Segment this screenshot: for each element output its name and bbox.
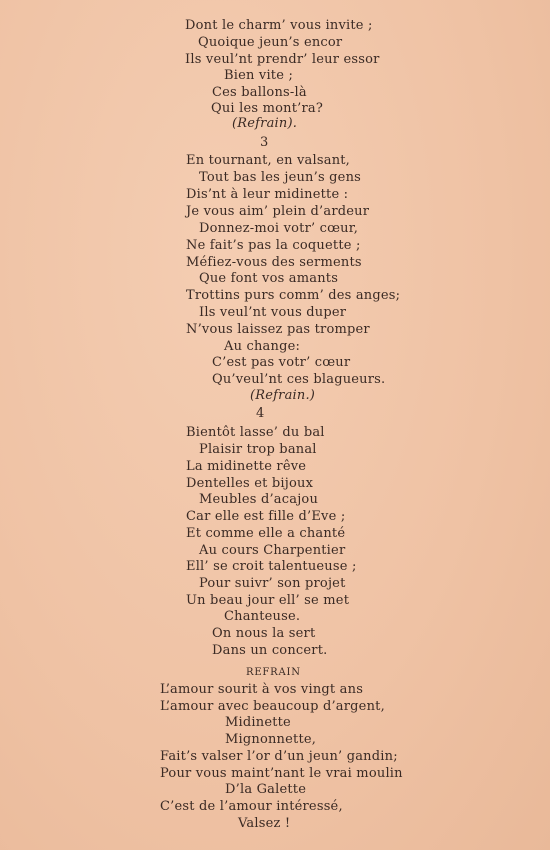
lyric-line: Car elle est fille d’Eve ; bbox=[186, 509, 346, 524]
lyric-line: Ils veul’nt vous duper bbox=[199, 305, 347, 320]
lyric-line: Au change: bbox=[224, 339, 301, 354]
lyric-line: Qui les mont’ra? bbox=[211, 101, 323, 116]
lyric-line: Bientôt lasse’ du bal bbox=[186, 425, 325, 440]
lyric-line: D’la Galette bbox=[225, 782, 307, 797]
lyric-line: La midinette rêve bbox=[186, 459, 307, 474]
lyric-line: En tournant, en valsant, bbox=[186, 153, 351, 168]
lyric-line: Qu’veul’nt ces blagueurs. bbox=[212, 372, 386, 387]
lyric-line: Trottins purs comm’ des anges; bbox=[186, 288, 401, 303]
lyric-line: Je vous aim’ plein d’ardeur bbox=[186, 204, 370, 219]
refrain-marker: (Refrain.) bbox=[250, 388, 316, 403]
lyric-line: Midinette bbox=[225, 715, 291, 730]
lyric-line: Valsez ! bbox=[238, 816, 291, 831]
lyric-line: Plaisir trop banal bbox=[199, 442, 317, 457]
lyric-line: Mignonnette, bbox=[225, 732, 317, 747]
lyric-line: Chanteuse. bbox=[224, 609, 301, 624]
lyric-line: Dans un concert. bbox=[212, 643, 328, 658]
refrain-marker: (Refrain). bbox=[232, 116, 298, 131]
lyric-line: C’est de l’amour intéressé, bbox=[160, 799, 343, 814]
refrain-heading: REFRAIN bbox=[246, 667, 301, 678]
lyric-line: Dont le charm’ vous invite ; bbox=[185, 18, 373, 33]
lyric-line: Un beau jour ell’ se met bbox=[186, 593, 350, 608]
lyric-line: Ne fait’s pas la coquette ; bbox=[186, 238, 361, 253]
lyric-line: Dis’nt à leur midinette : bbox=[186, 187, 349, 202]
lyric-line: On nous la sert bbox=[212, 626, 316, 641]
lyric-line: L’amour avec beaucoup d’argent, bbox=[160, 699, 385, 714]
lyric-line: L’amour sourit à vos vingt ans bbox=[160, 682, 364, 697]
lyric-line: Pour vous maint’nant le vrai moulin bbox=[160, 766, 403, 781]
lyric-line: Pour suivr’ son projet bbox=[199, 576, 346, 591]
lyric-line: Dentelles et bijoux bbox=[186, 476, 314, 491]
lyric-line: Méfiez-vous des serments bbox=[186, 255, 362, 270]
lyric-line: N’vous laissez pas tromper bbox=[186, 322, 370, 337]
lyric-line: Et comme elle a chanté bbox=[186, 526, 346, 541]
lyric-line: Ell’ se croit talentueuse ; bbox=[186, 559, 357, 574]
verse-number: 4 bbox=[256, 406, 265, 421]
lyric-line: Ces ballons-là bbox=[212, 85, 307, 100]
lyric-line: Que font vos amants bbox=[199, 271, 339, 286]
lyric-line: Meubles d’acajou bbox=[199, 492, 319, 507]
lyric-line: Fait’s valser l’or d’un jeun’ gandin; bbox=[160, 749, 398, 764]
lyric-line: Ils veul’nt prendr’ leur essor bbox=[185, 52, 380, 67]
lyric-line: Donnez-moi votr’ cœur, bbox=[199, 221, 359, 236]
lyric-line: C’est pas votr’ cœur bbox=[212, 355, 351, 370]
lyric-line: Tout bas les jeun’s gens bbox=[199, 170, 362, 185]
lyric-line: Au cours Charpentier bbox=[199, 543, 346, 558]
lyric-line: Bien vite ; bbox=[224, 68, 294, 83]
verse-number: 3 bbox=[260, 135, 269, 150]
lyric-line: Quoique jeun’s encor bbox=[198, 35, 343, 50]
